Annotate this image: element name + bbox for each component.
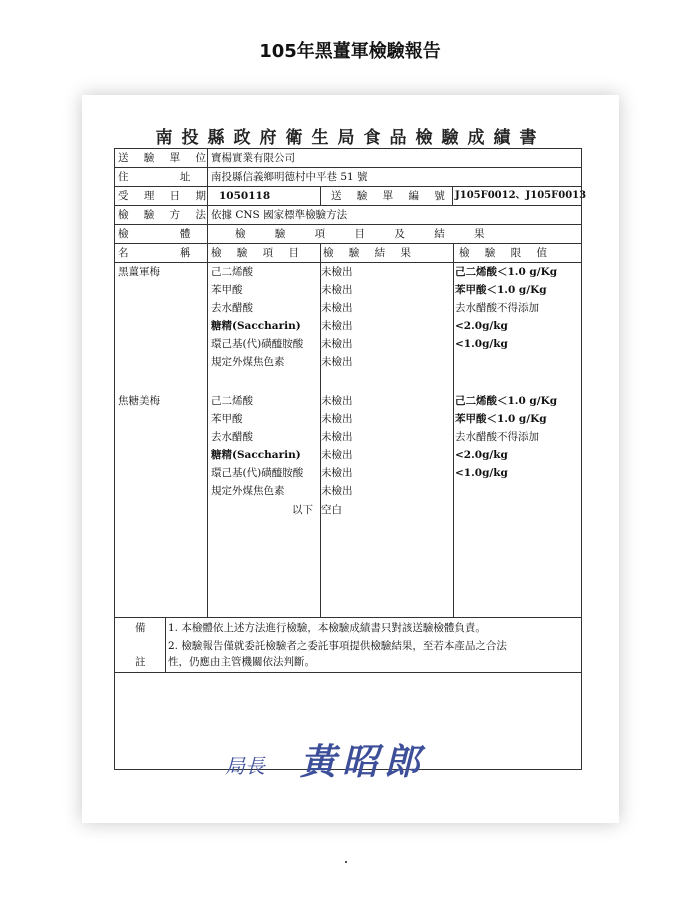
test-item: 環己基(代)磺醯胺酸 xyxy=(211,467,304,479)
document-title: 南投縣政府衛生局食品檢驗成績書 xyxy=(155,128,546,148)
test-limit: <1.0g/kg xyxy=(455,467,508,479)
test-item: 規定外煤焦色素 xyxy=(211,485,285,497)
rule xyxy=(165,617,166,672)
test-result: 未檢出 xyxy=(321,302,353,314)
sample-no-value: J105F0012、J105F0013 xyxy=(455,190,587,201)
test-item: 糖精(Saccharin) xyxy=(211,320,301,332)
blank-marker-right: 空白 xyxy=(321,504,342,516)
col-limit-header: 檢 驗 限 值 xyxy=(459,247,554,259)
test-item: 己二烯酸 xyxy=(211,266,253,278)
rule xyxy=(453,243,454,617)
method-value: 依據 CNS 國家標準檢驗方法 xyxy=(211,209,348,221)
remark-1: 1. 本檢體依上述方法進行檢驗，本檢驗成績書只對該送驗檢體負責。 xyxy=(168,622,486,634)
test-item: 苯甲酸 xyxy=(211,284,243,296)
test-limit: 去水醋酸不得添加 xyxy=(455,431,539,443)
test-result: 未檢出 xyxy=(321,467,353,479)
page-heading: 105年黑薑軍檢驗報告 xyxy=(259,41,441,62)
remarks-label-bottom: 註 xyxy=(135,656,146,668)
inspection-report-document xyxy=(82,95,619,823)
signature-name: 黃昭郎 xyxy=(300,741,427,783)
test-limit: 苯甲酸＜1.0 g/Kg xyxy=(455,284,547,296)
test-limit: <2.0g/kg xyxy=(455,320,508,332)
report-table xyxy=(114,148,587,783)
sender-label: 送 驗 單 位 xyxy=(118,152,213,164)
test-result: 未檢出 xyxy=(321,284,353,296)
test-result: 未檢出 xyxy=(321,431,353,443)
sample-name: 焦糖美梅 xyxy=(118,395,160,407)
address-value: 南投縣信義鄉明德村中平巷 51 號 xyxy=(211,171,368,183)
test-result: 未檢出 xyxy=(321,413,353,425)
address-label-text: 住 址 xyxy=(118,171,191,183)
sample-name: 黑薑軍梅 xyxy=(118,266,160,278)
sample-no-label: 送 驗 單 編 號 xyxy=(331,190,451,202)
test-item: 己二烯酸 xyxy=(211,395,253,407)
test-item: 糖精(Saccharin) xyxy=(211,449,301,461)
remark-2-continued: 性，仍應由主管機關依法判斷。 xyxy=(168,656,315,668)
test-limit: 苯甲酸＜1.0 g/Kg xyxy=(455,413,547,425)
received-date-value: 1050118 xyxy=(219,190,271,202)
sample-label-bottom: 名 稱 xyxy=(118,247,191,259)
rule xyxy=(115,672,581,673)
col-result-header: 檢 驗 結 果 xyxy=(323,247,418,259)
results-header: 檢 驗 項 目 及 結 果 xyxy=(235,228,498,240)
signature-title: 局長 xyxy=(225,754,265,778)
test-item: 去水醋酸 xyxy=(211,302,253,314)
test-result: 未檢出 xyxy=(321,485,353,497)
test-item: 去水醋酸 xyxy=(211,431,253,443)
remark-2: 2. 檢驗報告僅就委託檢驗者之委託事項提供檢驗結果，至若本產品之合法 xyxy=(168,640,507,652)
sample-label-top: 檢 體 xyxy=(118,228,191,240)
address-label xyxy=(118,168,190,186)
test-item: 規定外煤焦色素 xyxy=(211,356,285,368)
test-result: 未檢出 xyxy=(321,320,353,332)
test-item: 苯甲酸 xyxy=(211,413,243,425)
received-date-label: 受 理 日 期 xyxy=(118,190,213,202)
test-result: 未檢出 xyxy=(321,395,353,407)
rule xyxy=(115,617,581,618)
test-limit: 己二烯酸＜1.0 g/Kg xyxy=(455,395,558,407)
method-label: 檢 驗 方 法 xyxy=(118,209,213,221)
rule xyxy=(320,186,321,205)
sender-value: 寶楊實業有限公司 xyxy=(211,152,295,164)
test-limit: 去水醋酸不得添加 xyxy=(455,302,539,314)
blank-marker-left: 以下 xyxy=(292,504,313,516)
test-limit: <1.0g/kg xyxy=(455,338,508,350)
rule xyxy=(452,186,453,205)
remarks-label-top: 備 xyxy=(135,622,146,634)
test-result: 未檢出 xyxy=(321,266,353,278)
test-result: 未檢出 xyxy=(321,338,353,350)
test-limit: <2.0g/kg xyxy=(455,449,508,461)
test-result: 未檢出 xyxy=(321,449,353,461)
test-item: 環己基(代)磺醯胺酸 xyxy=(211,338,304,350)
speck xyxy=(345,861,347,863)
test-result: 未檢出 xyxy=(321,356,353,368)
test-limit: 己二烯酸＜1.0 g/Kg xyxy=(455,266,558,278)
col-item-header: 檢 驗 項 目 xyxy=(211,247,306,259)
